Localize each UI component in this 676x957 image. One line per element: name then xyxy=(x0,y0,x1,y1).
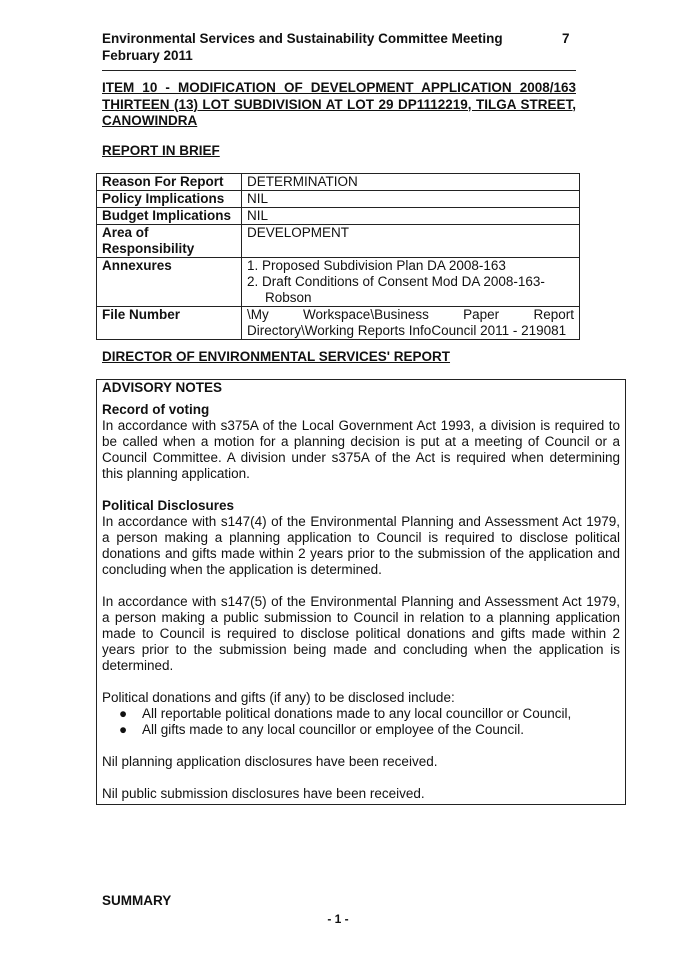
file-number-line: Directory\Working Reports InfoCouncil 2011 - 219081 xyxy=(247,323,567,338)
report-in-brief-table xyxy=(96,173,580,340)
disclosures-intro: Political donations and gifts (if any) to be disclosed include: xyxy=(102,690,455,705)
disclosures-paragraph: In accordance with s147(4) of the Environmental Planning and Assessment Act 1979, a person making a planning application to Council is required to disclose political donations and gifts made within 2 years prior to the submission of the application and concluding when the application is determined. xyxy=(102,514,620,577)
item-title: ITEM 10 - MODIFICATION OF DEVELOPMENT APPLICATION 2008/163 THIRTEEN (13) LOT SUBDIVISION AT LOT 29 DP1112219, TILGA STREET, CANOWINDRA xyxy=(102,80,576,128)
nil-public-statement: Nil public submission disclosures have been received. xyxy=(102,786,425,801)
nil-planning-statement: Nil planning application disclosures have been received. xyxy=(102,754,438,769)
list-item: ● All gifts made to any local councillor or employee of the Council. xyxy=(119,722,524,737)
table-row xyxy=(97,208,580,225)
row-label: Policy Implications xyxy=(97,191,242,208)
row-label: Area of Responsibility xyxy=(97,225,242,258)
table-row xyxy=(97,174,580,191)
row-value xyxy=(242,258,580,307)
row-value: DETERMINATION xyxy=(242,174,580,191)
report-in-brief-heading: REPORT IN BRIEF xyxy=(102,143,220,158)
disclosures-heading: Political Disclosures xyxy=(102,498,235,513)
director-report-heading: DIRECTOR OF ENVIRONMENTAL SERVICES' REPORT xyxy=(102,349,451,364)
table-row xyxy=(97,307,580,340)
voting-heading: Record of voting xyxy=(102,402,210,417)
advisory-notes-box xyxy=(96,379,626,805)
row-value: NIL xyxy=(242,191,580,208)
table-row xyxy=(97,258,580,307)
disclosures-list xyxy=(102,706,620,738)
table-row xyxy=(97,191,580,208)
header-divider xyxy=(102,70,576,71)
row-value xyxy=(242,307,580,340)
annexure-item: 1. Proposed Subdivision Plan DA 2008-163 xyxy=(247,258,506,273)
row-label: Budget Implications xyxy=(97,208,242,225)
summary-heading: SUMMARY xyxy=(102,893,172,908)
row-label: Annexures xyxy=(97,258,242,307)
row-label: Reason For Report xyxy=(97,174,242,191)
annexures-list xyxy=(247,258,574,306)
row-value: NIL xyxy=(242,208,580,225)
file-number-line: \My Workspace\Business Paper Report xyxy=(247,307,574,322)
row-value: DEVELOPMENT xyxy=(242,225,580,258)
advisory-heading: ADVISORY NOTES xyxy=(102,380,223,395)
bullet-icon: ● xyxy=(119,706,128,721)
meeting-title: Environmental Services and Sustainability Committee Meeting February 2011 xyxy=(102,31,503,63)
annexure-item: 2. Draft Conditions of Consent Mod DA 2008-163-Robson xyxy=(247,274,545,305)
row-label: File Number xyxy=(97,307,242,340)
header-page-number: 7 xyxy=(562,31,570,46)
voting-paragraph: In accordance with s375A of the Local Government Act 1993, a division is required to be called when a motion for a planning decision is put at a meeting of Council or a Council Committee. A division under s375A of the Act is required when determining this planning application. xyxy=(102,418,620,481)
bullet-icon: ● xyxy=(119,722,128,737)
list-item: ● All reportable political donations made to any local councillor or Council, xyxy=(119,706,572,721)
disclosures-paragraph: In accordance with s147(5) of the Environmental Planning and Assessment Act 1979, a person making a public submission to Council in relation to a planning application made to Council is required to disclose political donations and gifts made within 2 years prior to the submission being made and concluding when the application is determined. xyxy=(102,594,620,673)
footer-page-number: - 1 - xyxy=(327,912,349,926)
table-row xyxy=(97,225,580,258)
